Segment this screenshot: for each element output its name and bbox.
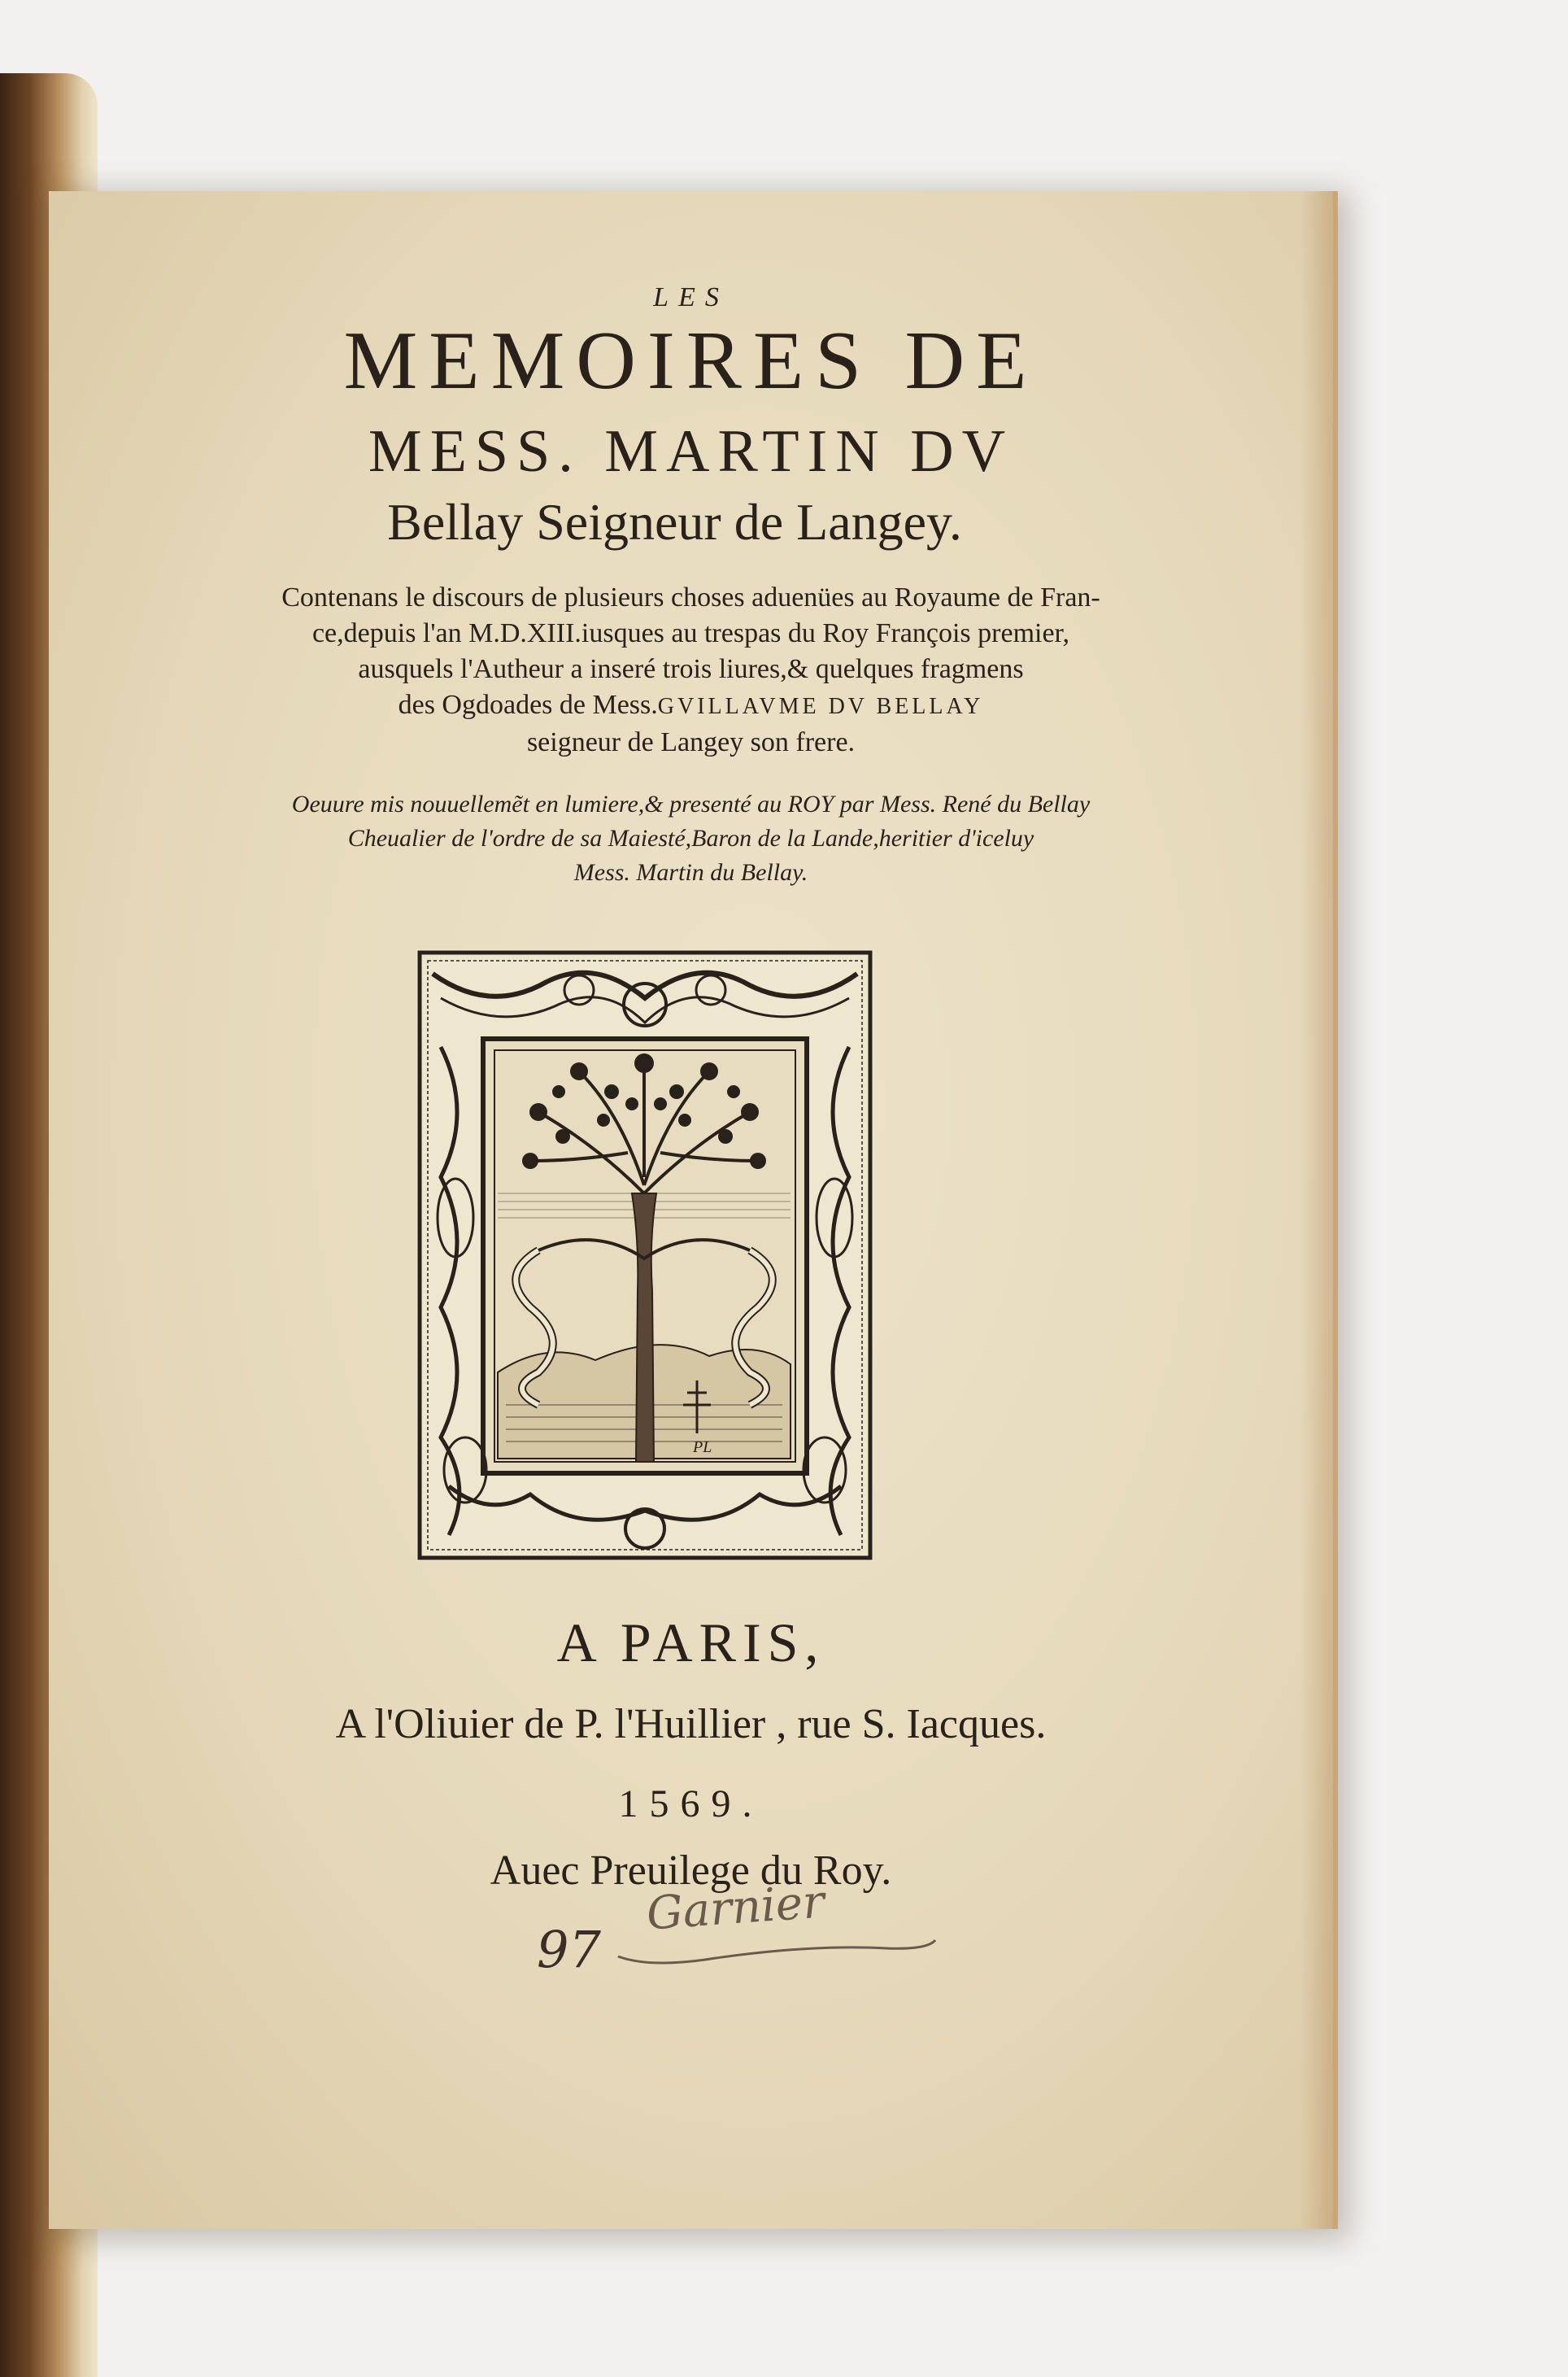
title-line-1: MEMOIRES DE [343,315,1039,407]
printer-device-woodcut [416,949,873,1561]
woodcut-tree-illustration [416,949,873,1561]
signature-flourish [602,1908,943,1973]
description-line [49,687,1333,725]
description-text: des Ogdoades de Mess. [398,690,658,720]
description-line: ausquels l'Autheur a inseré trois liures,& quelques fragmens [358,654,1024,684]
description [49,580,1333,761]
handwritten-number: 97 [537,1920,601,1979]
title-line-2: MESS. MARTIN DV [368,418,1014,485]
handwritten-signature: Garnier [644,1875,826,1941]
dedication [49,787,1333,890]
dedication-line: Oeuure mis nouuellemẽt en lumiere,& presenté au ROY par Mess. René du Bellay [291,791,1091,818]
imprint-printer: A l'Oliuier de P. l'Huillier , rue S. Iacques. [335,1701,1047,1747]
description-line: Contenans le discours de plusieurs choses aduenües au Royaume de Fran- [281,582,1100,613]
title-line-3: Bellay Seigneur de Langey. [387,493,962,551]
title-les: LES [653,282,729,312]
imprint-year: 1569. [618,1782,764,1825]
imprint-city: A PARIS, [556,1612,825,1673]
dedication-line: Mess. Martin du Bellay. [573,859,808,886]
description-line: seigneur de Langey son frere. [526,727,856,757]
guillaume-name: GVILLAVME DV BELLAY [657,694,984,719]
description-line: ce,depuis l'an M.D.XIII.iusques au trespas du Roy François premier, [311,618,1070,648]
dedication-line: Cheualier de l'ordre de sa Maiesté,Baron de la Lande,heritier d'iceluy [347,825,1034,852]
imprint-privilege: Auec Preuilege du Roy. [490,1847,892,1894]
title-page [49,191,1338,2229]
woodcut-monogram: PL [693,1438,712,1456]
